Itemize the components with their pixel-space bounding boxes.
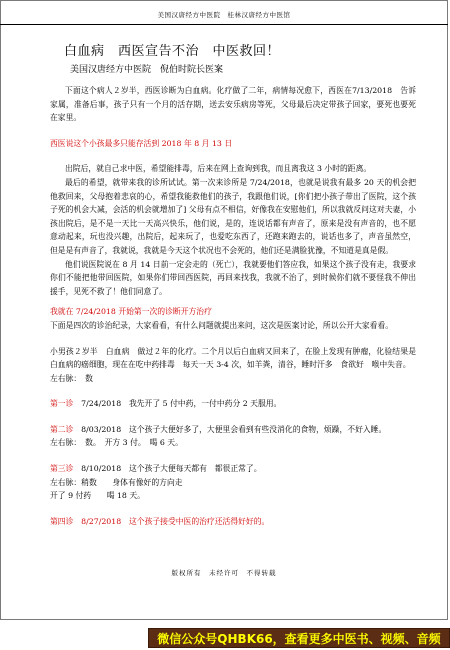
visit-4-label: 第四诊: [50, 516, 74, 526]
page-header: 美国汉唐经方中医院 桂林汉唐经方中医馆: [157, 11, 291, 19]
header-rule: [0, 24, 448, 25]
wechat-banner-text: 微信公众号QHBK66，查看更多中医书、视频、音频: [157, 631, 441, 646]
visit-2-text: 8/03/2018 这个孩子大便好多了，大便里会看到有些没消化的食物，烦躁，不好入睡。: [73, 424, 387, 434]
article-title: 白血病 西医宣告不治 中医救回！: [64, 44, 281, 59]
paragraph-first-visit: 最后的希望，就带来我的诊所试试。第一次来诊所是 7/24/2018，也就是说我有最多 20 天的机会把他救回来，父母抱着悲哀的心，希望我能救他们的孩子，我跟他们说，[你们把小孩子带出了医院，这个孩子死的机会大减，会活的机会就增加了] 父母有点不相信，好像我在安慰他们，所以我就反问这对夫妻，小孩出院后，是不是一天比一天高兴快乐，他们说，是的，连说话都有声音了，原来是没有声音的，也不愿意动起来，玩也没兴趣，出院后，起来玩了，也爱吃东西了，还跑来跑去的，说话也多了，声音虽然空，但是是有声音了，我就说，我就是今天这个状况也不会死的，他们还是满脸犹豫，不知道是真是假。: [50, 177, 416, 255]
treatment-start: 我就在 7/24/2018 开始第一次的诊断开方治疗: [50, 307, 212, 317]
paragraph-case-summary: 小男孩２岁半 白血病 做过２年的化疗。二个月以后白血病又回来了，在脸上发现有肿瘤，化验结果是白血病的癌细胞，现在在吃中药排毒 每天一天 3-4 次，如羊粪，清谷，睡时汗多 食欲好 喉中失音。: [50, 346, 416, 370]
visit-1-label: 第一诊: [50, 399, 74, 409]
visit-3-text: 8/10/2018 这个孩子大便每天都有 都很正常了。: [73, 464, 262, 474]
article-body: [50, 84, 416, 528]
initial-pulse: 左右脉： 数: [50, 373, 93, 383]
visit-3-pulse: 左右脉：稍数 身体有像好的方向走: [50, 477, 183, 487]
visit-3: [50, 462, 416, 476]
survival-warning: 西医说这个小孩最多只能存活到 2018 年 8 月 13 日: [50, 138, 233, 148]
visit-3-prescription: 开了 9 付药 喝 18 天。: [50, 491, 145, 501]
wechat-banner[interactable]: [148, 628, 450, 648]
visit-2: [50, 423, 416, 437]
visit-4: [50, 515, 416, 529]
visit-4-text: 8/27/2018 这个孩子接受中医的治疗还活得好好的。: [73, 516, 270, 526]
paragraph-intro: 下面这个病人２岁半，西医诊断为白血病。化疗做了二年，病情每况愈下，西医在7/13/2018 告诉家属，准备后事，孩子只有一个月的活存期，送去安乐病房等死，父母最后决定带孩子回家，要死也要死在家里。: [50, 86, 416, 123]
paragraph-agreement: 他们说医院说在 8 月 14 日前一定会走的（死亡），我就要他们答应我，如果这个孩子没有走，我要求你们不能把他带回医院，如果你们带回西医院，再回来找我，我就不治了，到时候你们就不要怪我不伸出援手，见死不救了！他们同意了。: [50, 259, 416, 296]
article-author: 美国汉唐经方中医院 倪伯时院长医案: [70, 65, 224, 75]
paragraph-search: 出院后，就自己求中医，希望能排毒，后来在网上查询到我，而且离我这 3 小时的距离。: [65, 164, 372, 174]
visit-3-label: 第三诊: [50, 464, 74, 474]
visit-2-label: 第二诊: [50, 424, 74, 434]
visit-1-text: 7/24/2018 我先开了 5 付中药，一付中药分 2 天服用。: [73, 399, 282, 409]
copyright-notice: 版权所有 未经许可 不得转载: [171, 569, 277, 577]
visit-1: [50, 397, 416, 411]
paragraph-records-intro: 下面是四次的诊治纪录，大家看看，有什么问题就提出来问，这次是医案讨论，所以公开大家看看。: [50, 320, 394, 330]
visit-2-pulse: 左右脉： 数。 开方 3 付。 喝 6 天。: [50, 438, 183, 448]
